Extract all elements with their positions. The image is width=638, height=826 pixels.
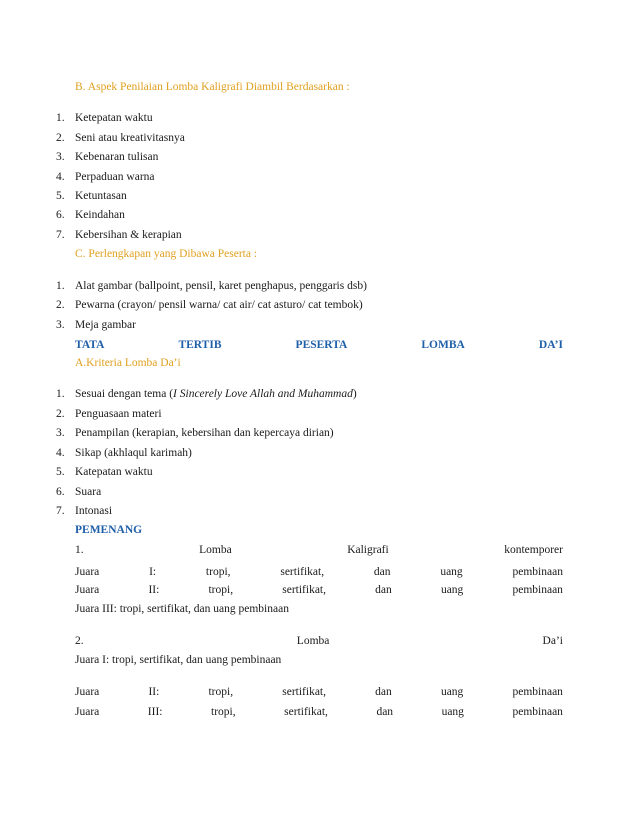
list-item: Ketuntasan	[75, 190, 127, 202]
list-number: 2.	[56, 408, 65, 420]
text-word: pembinaan	[512, 686, 563, 698]
text-word: dan	[373, 566, 391, 578]
list-number: 4.	[56, 447, 65, 459]
text-word: pembinaan	[512, 584, 563, 596]
heading-word: DA’I	[538, 339, 563, 351]
list-number: 7.	[56, 505, 65, 517]
text-word: Da’i	[542, 635, 563, 647]
text-word: I:	[149, 566, 157, 578]
heading-word: TATA	[75, 339, 105, 351]
text-word: sertifikat,	[284, 706, 328, 718]
text-word: uang	[441, 706, 464, 718]
list-number: 3.	[56, 319, 65, 331]
pemenang-heading: PEMENANG	[75, 524, 143, 536]
text-word: II:	[148, 686, 160, 698]
text-word: pembinaan	[512, 706, 563, 718]
category-number: 1.	[75, 544, 84, 556]
dai-category-line	[75, 634, 563, 648]
list-number: 5.	[56, 466, 65, 478]
list-item: Penguasaan materi	[75, 408, 162, 420]
list-number: 5.	[56, 190, 65, 202]
list-number: 1.	[56, 112, 65, 124]
list-item: Katepatan waktu	[75, 466, 153, 478]
list-item: Perpaduan warna	[75, 171, 155, 183]
text-word: dan	[375, 686, 392, 698]
list-item: Sikap (akhlaqul karimah)	[75, 447, 192, 459]
prize-line	[75, 583, 563, 597]
heading-word: PESERTA	[295, 339, 348, 351]
text-word: III:	[147, 706, 163, 718]
list-item: Seni atau kreativitasnya	[75, 132, 185, 144]
text-word: Juara	[75, 706, 100, 718]
list-number: 4.	[56, 171, 65, 183]
kaligrafi-category-line	[75, 543, 563, 557]
list-item: Kebenaran tulisan	[75, 151, 159, 163]
text-word: sertifikat,	[282, 686, 326, 698]
text-word: dan	[375, 584, 392, 596]
kriteria-heading: A.Kriteria Lomba Da’i	[75, 357, 181, 369]
text-word: tropi,	[208, 584, 234, 596]
text-word: sertifikat,	[280, 566, 325, 578]
list-item: Alat gambar (ballpoint, pensil, karet penghapus, penggaris dsb)	[75, 280, 367, 292]
list-number: 6.	[56, 209, 65, 221]
list-number: 1.	[56, 388, 65, 400]
list-item: Meja gambar	[75, 319, 136, 331]
text-word: kontemporer	[504, 544, 563, 556]
prize-line	[75, 705, 563, 719]
list-item: Penampilan (kerapian, kebersihan dan kepercaya dirian)	[75, 427, 334, 439]
list-item: Suara	[75, 486, 102, 498]
prize-line	[75, 685, 563, 699]
heading-word: TERTIB	[178, 339, 222, 351]
heading-word: LOMBA	[421, 339, 465, 351]
prize-line: Juara III: tropi, sertifikat, dan uang pembinaan	[75, 603, 289, 615]
text-word: Juara	[75, 686, 100, 698]
prize-line	[75, 565, 563, 579]
section-c-heading: C. Perlengkapan yang Dibawa Peserta :	[75, 248, 258, 260]
text-word: uang	[440, 584, 464, 596]
text-word: tropi,	[208, 686, 234, 698]
text-word: uang	[440, 686, 464, 698]
text-word: uang	[440, 566, 463, 578]
text-word: dan	[376, 706, 394, 718]
tata-tertib-heading	[75, 338, 563, 352]
section-b-heading: B. Aspek Penilaian Lomba Kaligrafi Diambil Berdasarkan :	[75, 81, 350, 93]
item-suffix: )	[352, 388, 357, 400]
list-item	[75, 387, 357, 401]
list-number: 7.	[56, 229, 65, 241]
prize-line: Juara I: tropi, sertifikat, dan uang pembinaan	[75, 654, 282, 666]
list-number: 3.	[56, 151, 65, 163]
list-item: Keindahan	[75, 209, 125, 221]
list-number: 1.	[56, 280, 65, 292]
category-number: 2.	[75, 635, 84, 647]
list-number: 2.	[56, 299, 65, 311]
text-word: tropi,	[211, 706, 236, 718]
list-number: 2.	[56, 132, 65, 144]
list-number: 3.	[56, 427, 65, 439]
item-prefix: Sesuai dengan tema (	[75, 388, 174, 400]
text-word: Juara	[75, 584, 100, 596]
text-word: II:	[148, 584, 160, 596]
text-word: Lomba	[199, 544, 232, 556]
text-word: Lomba	[296, 635, 330, 647]
text-word: sertifikat,	[282, 584, 326, 596]
list-item: Kebersihan & kerapian	[75, 229, 182, 241]
list-item: Pewarna (crayon/ pensil warna/ cat air/ cat asturo/ cat tembok)	[75, 299, 363, 311]
list-number: 6.	[56, 486, 65, 498]
text-word: Juara	[75, 566, 100, 578]
text-word: tropi,	[205, 566, 231, 578]
list-item: Intonasi	[75, 505, 113, 517]
text-word: Kaligrafi	[347, 544, 389, 556]
theme-title: I Sincerely Love Allah and Muhammad	[173, 388, 353, 400]
text-word: pembinaan	[512, 566, 563, 578]
list-item: Ketepatan waktu	[75, 112, 153, 124]
